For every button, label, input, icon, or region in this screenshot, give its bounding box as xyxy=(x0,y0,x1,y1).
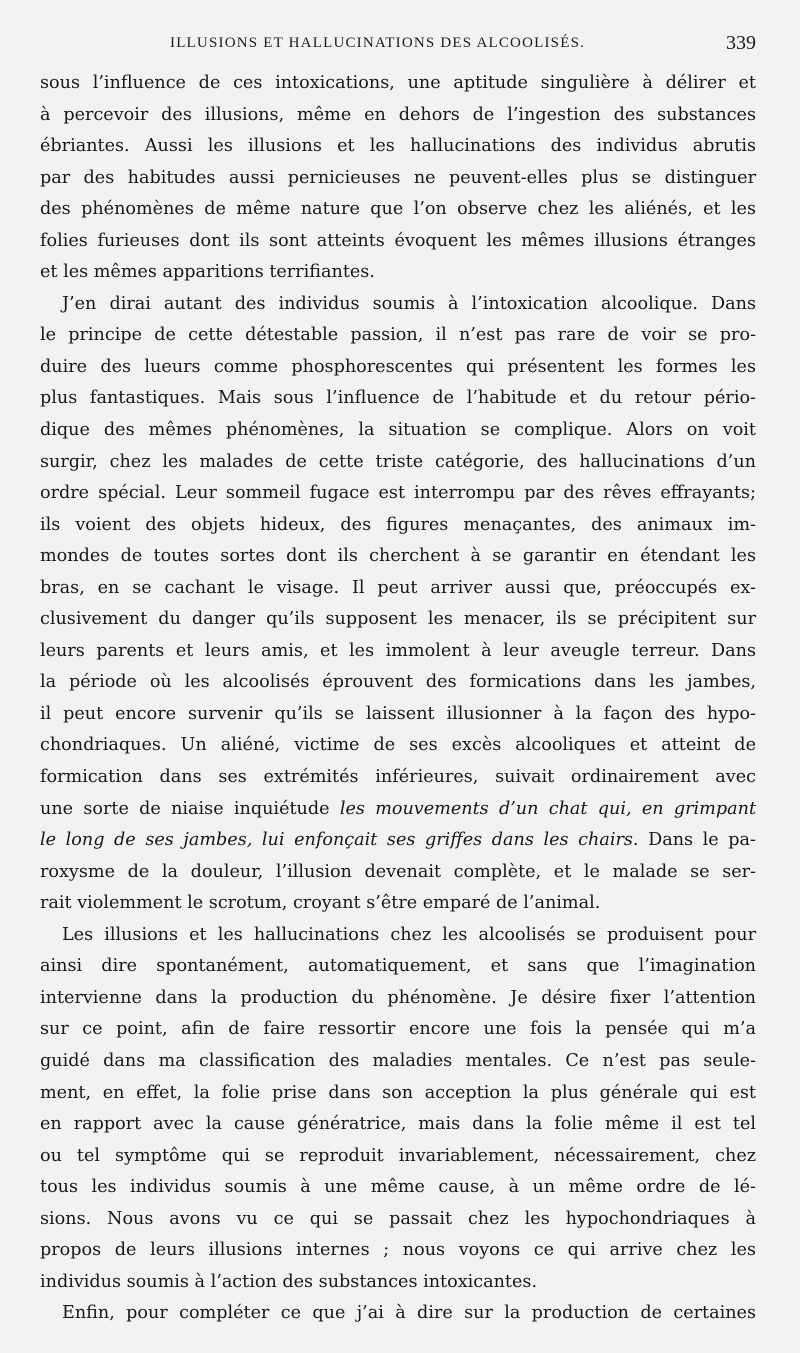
text-line: ils voient des objets hideux, des figures menaçantes, des animaux im- xyxy=(40,514,756,535)
text-line: tous les individus soumis à une même cause, à un même ordre de lé- xyxy=(40,1177,756,1198)
text-line: par des habitudes aussi pernicieuses ne peuvent-elles plus se distinguer xyxy=(40,167,756,188)
italic-quote: les mouvements d’un chat qui, en grimpant xyxy=(339,798,757,819)
running-title: ILLUSIONS ET HALLUCINATIONS DES ALCOOLISÉS. xyxy=(170,35,586,51)
text-line: chondriaques. Un aliéné, victime de ses excès alcooliques et atteint de xyxy=(40,735,756,756)
text-line-with-italic xyxy=(40,825,756,857)
text-line: et les mêmes apparitions terrifiantes. xyxy=(40,262,375,283)
text-line-with-italic xyxy=(40,794,756,826)
paragraph-3 xyxy=(40,920,756,1299)
text-line: ainsi dire spontanément, automatiquement, et sans que l’imagination xyxy=(40,956,756,977)
text-line: clusivement du danger qu’ils supposent les menacer, ils se précipitent sur xyxy=(40,609,756,630)
paragraph-2 xyxy=(40,289,756,920)
text-line: bras, en se cachant le visage. Il peut arriver aussi que, préoccupés ex- xyxy=(40,577,756,598)
text-line: guidé dans ma classification des maladies mentales. Ce n’est pas seule- xyxy=(40,1050,756,1071)
text-line: mondes de toutes sortes dont ils cherchent à se garantir en étendant les xyxy=(40,546,756,567)
body-text xyxy=(40,68,756,1330)
text-line: la période où les alcoolisés éprouvent des formications dans les jambes, xyxy=(40,672,756,693)
running-head xyxy=(40,32,756,60)
text-line: ou tel symptôme qui se reproduit invariablement, nécessairement, chez xyxy=(40,1145,756,1166)
text-line: ment, en effet, la folie prise dans son acception la plus générale qui est xyxy=(40,1082,756,1103)
text-line: rait violemment le scrotum, croyant s’être emparé de l’animal. xyxy=(40,893,601,914)
text-segment: Dans le pa- xyxy=(638,830,756,851)
text-line: individus soumis à l’action des substances intoxicantes. xyxy=(40,1271,538,1292)
text-line: surgir, chez les malades de cette triste catégorie, des hallucinations d’un xyxy=(40,451,756,472)
text-line: propos de leurs illusions internes ; nous voyons ce qui arrive chez les xyxy=(40,1240,756,1261)
paragraph-1 xyxy=(40,68,756,289)
paragraph-4 xyxy=(40,1298,756,1330)
text-line: ébriantes. Aussi les illusions et les hallucinations des individus abrutis xyxy=(40,136,756,157)
text-line: J’en dirai autant des individus soumis à l’intoxication alcoolique. Dans xyxy=(62,293,756,314)
text-line: sions. Nous avons vu ce qui se passait chez les hypochondriaques à xyxy=(40,1208,756,1229)
text-line: en rapport avec la cause génératrice, mais dans la folie même il est tel xyxy=(40,1114,756,1135)
text-line: Les illusions et les hallucinations chez les alcoolisés se produisent pour xyxy=(62,924,756,945)
page-number: 339 xyxy=(726,32,756,54)
text-line: intervienne dans la production du phénomène. Je désire fixer l’attention xyxy=(40,987,756,1008)
text-line: leurs parents et leurs amis, et les immolent à leur aveugle terreur. Dans xyxy=(40,640,756,661)
text-line: le principe de cette détestable passion, il n’est pas rare de voir se pro- xyxy=(40,325,756,346)
text-line: des phénomènes de même nature que l’on observe chez les aliénés, et les xyxy=(40,199,756,220)
text-line: à percevoir des illusions, même en dehors de l’ingestion des substances xyxy=(40,104,756,125)
text-line: sur ce point, afin de faire ressortir encore une fois la pensée qui m’a xyxy=(40,1019,756,1040)
text-line: Enfin, pour compléter ce que j’ai à dire sur la production de certaines xyxy=(62,1303,756,1324)
italic-quote: le long de ses jambes, lui enfonçait ses griffes dans les chairs. xyxy=(40,830,639,851)
text-line: dique des mêmes phénomènes, la situation se complique. Alors on voit xyxy=(40,420,756,441)
text-line: il peut encore survenir qu’ils se laissent illusionner à la façon des hypo- xyxy=(40,703,756,724)
text-line: ordre spécial. Leur sommeil fugace est interrompu par des rêves effrayants; xyxy=(40,483,756,504)
text-line: sous l’influence de ces intoxications, une aptitude singulière à délirer et xyxy=(40,73,756,93)
text-line: roxysme de la douleur, l’illusion devenait complète, et le malade se ser- xyxy=(40,861,756,882)
text-line: folies furieuses dont ils sont atteints évoquent les mêmes illusions étranges xyxy=(40,230,756,251)
text-line: plus fantastiques. Mais sous l’influence de l’habitude et du retour pério- xyxy=(40,388,756,409)
text-segment: une sorte de niaise inquiétude xyxy=(40,798,340,819)
text-line: formication dans ses extrémités inférieures, suivait ordinairement avec xyxy=(40,767,756,788)
text-line: duire des lueurs comme phosphorescentes qui présentent les formes les xyxy=(40,356,756,377)
